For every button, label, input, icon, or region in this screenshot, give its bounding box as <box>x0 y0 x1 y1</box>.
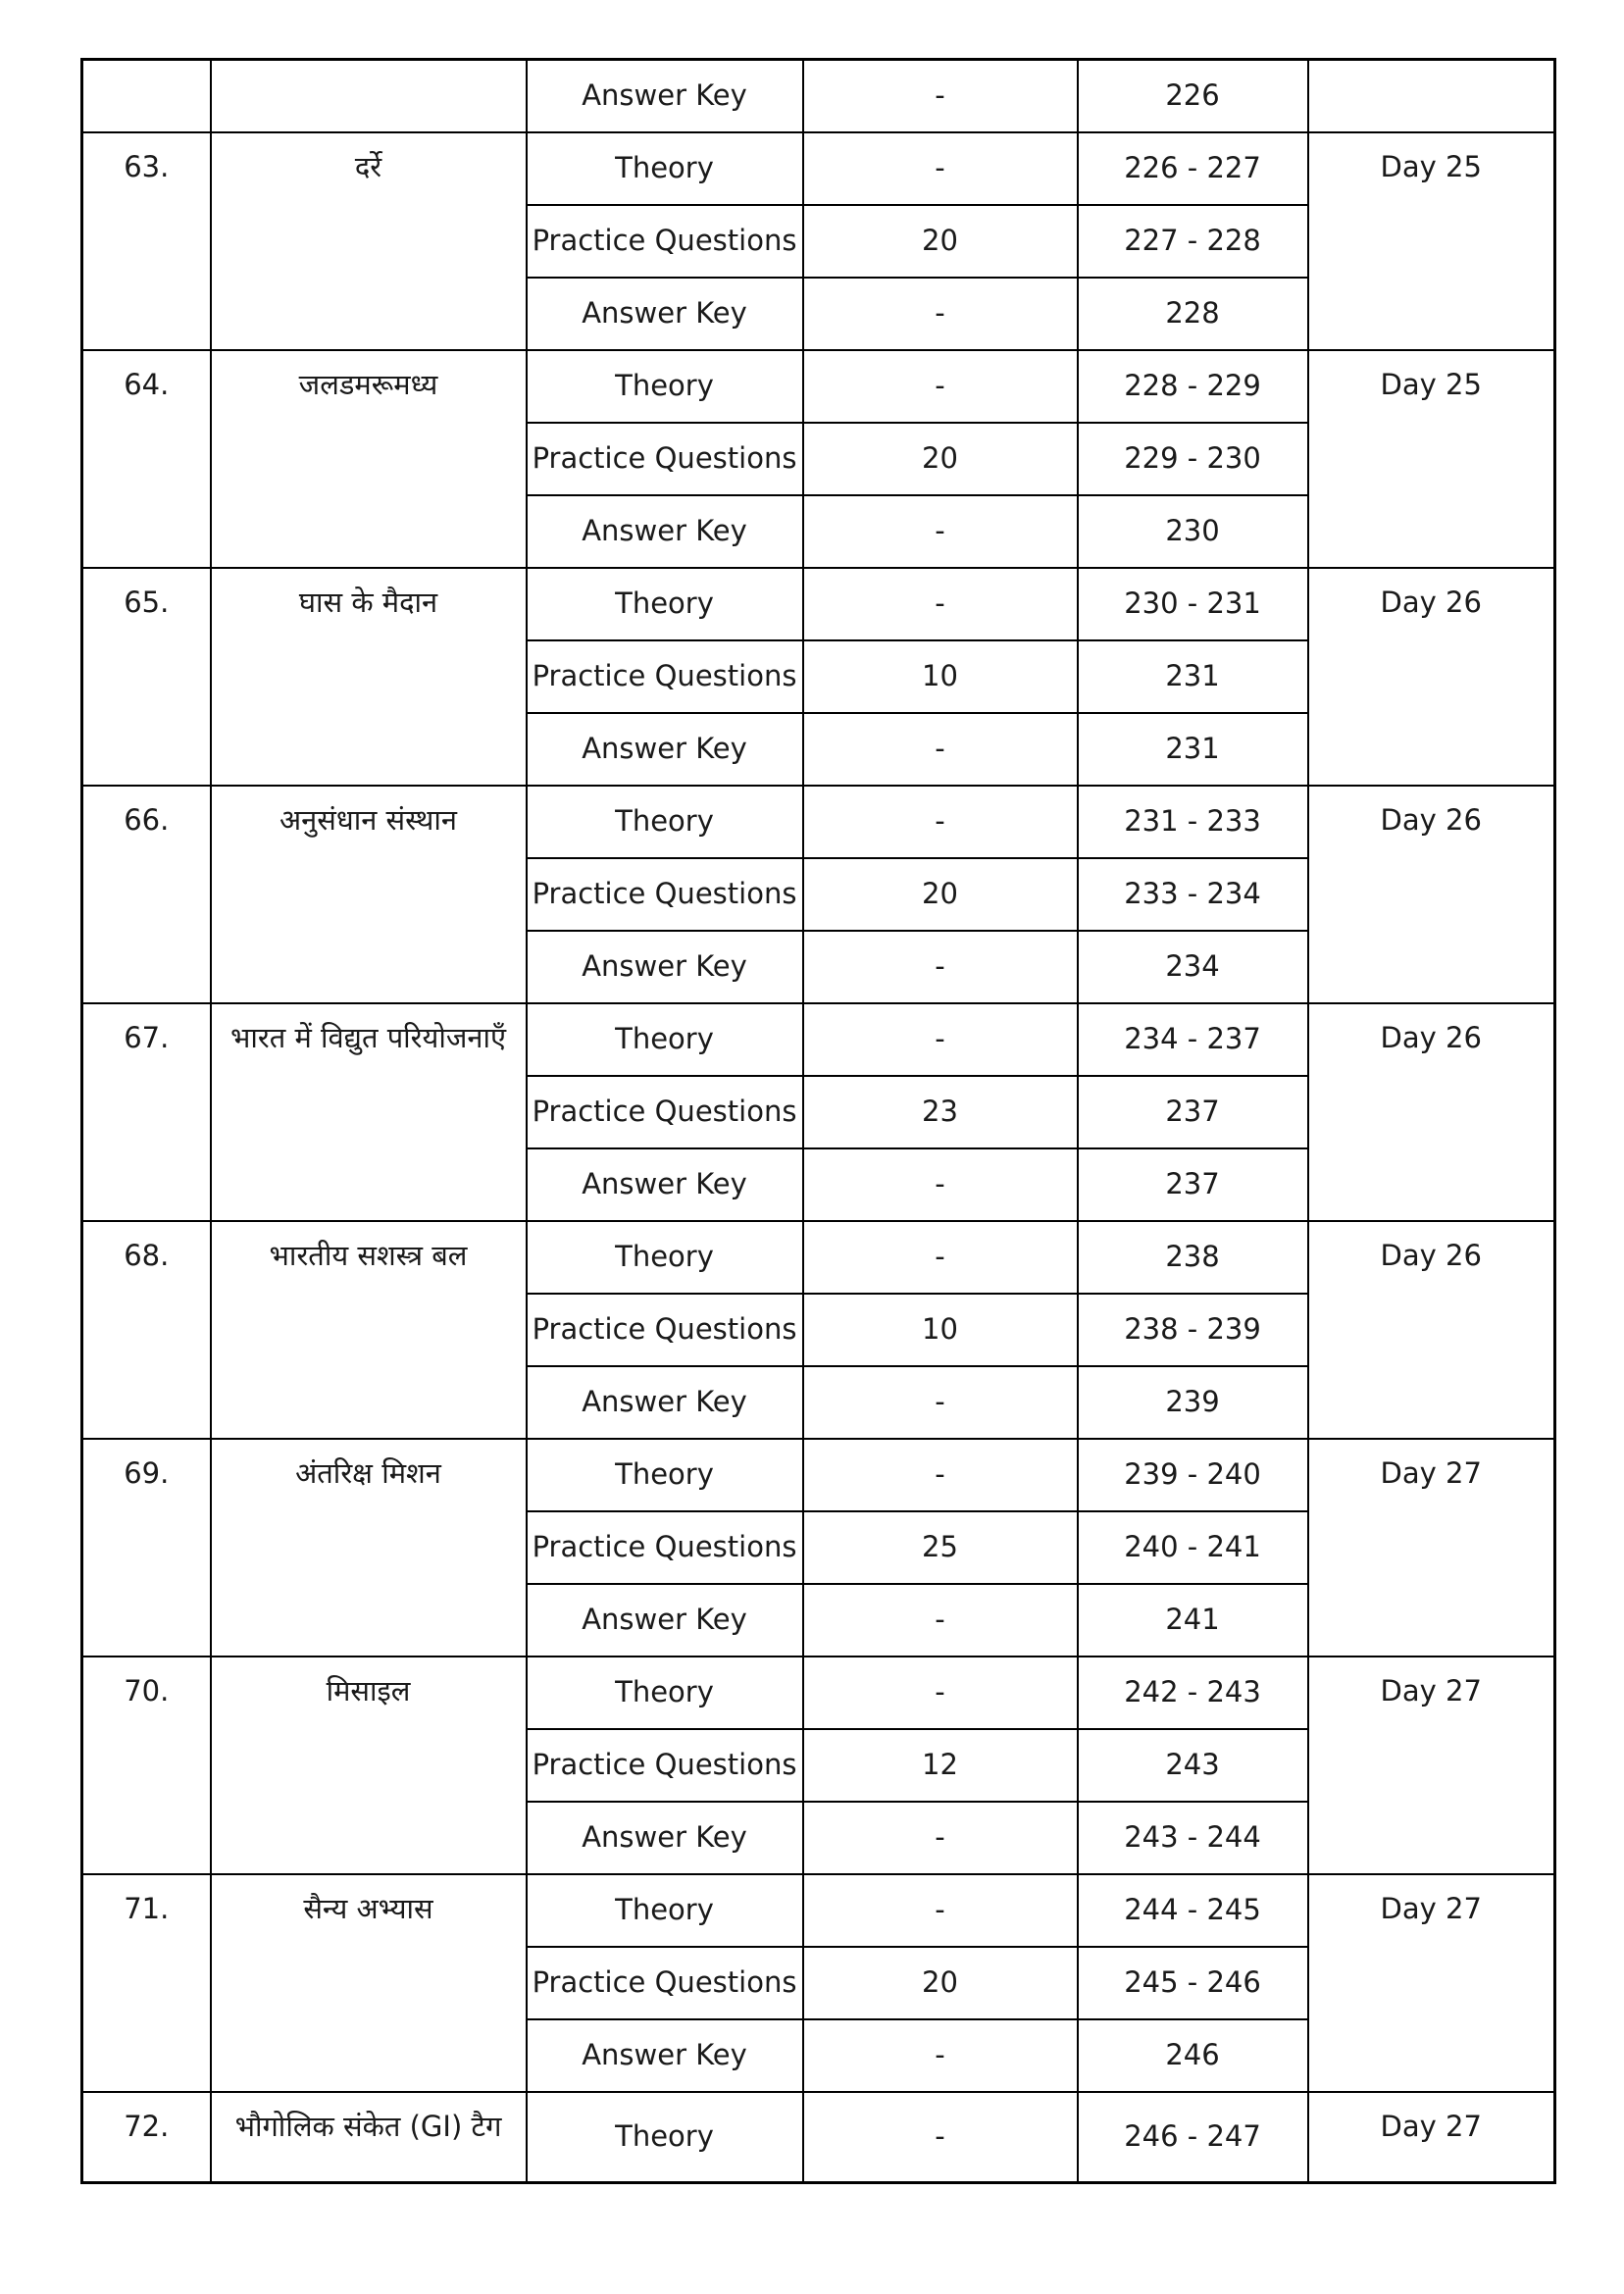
content-type-cell: Practice Questions <box>527 1511 803 1584</box>
page-range-cell: 230 - 231 <box>1078 568 1308 640</box>
content-type-cell: Answer Key <box>527 2019 803 2092</box>
question-count-cell: - <box>803 1148 1078 1221</box>
content-type-cell: Theory <box>527 1439 803 1511</box>
question-count-cell: - <box>803 931 1078 1003</box>
chapter-number-cell: 65. <box>82 568 211 786</box>
page-range-cell: 230 <box>1078 495 1308 568</box>
study-day-cell: Day 26 <box>1308 568 1555 786</box>
content-type-cell: Theory <box>527 350 803 423</box>
page-range-cell: 239 - 240 <box>1078 1439 1308 1511</box>
page-range-cell: 227 - 228 <box>1078 205 1308 278</box>
content-type-cell: Theory <box>527 1221 803 1294</box>
question-count-cell: - <box>803 2092 1078 2183</box>
content-type-cell: Practice Questions <box>527 1947 803 2019</box>
page-range-cell: 245 - 246 <box>1078 1947 1308 2019</box>
chapter-topic-cell: भौगोलिक संकेत (GI) टैग <box>211 2092 527 2183</box>
question-count-cell: - <box>803 568 1078 640</box>
chapter-number-cell: 72. <box>82 2092 211 2183</box>
study-day-cell: Day 26 <box>1308 1003 1555 1221</box>
page-range-cell: 231 <box>1078 713 1308 786</box>
chapter-number-cell: 70. <box>82 1657 211 1874</box>
question-count-cell: - <box>803 2019 1078 2092</box>
page-range-cell: 238 - 239 <box>1078 1294 1308 1366</box>
page-range-cell: 231 <box>1078 640 1308 713</box>
question-count-cell: 20 <box>803 858 1078 931</box>
question-count-cell: - <box>803 278 1078 350</box>
table-row <box>82 786 1555 858</box>
table-row <box>82 1003 1555 1076</box>
table-row <box>82 568 1555 640</box>
chapter-number-cell: 64. <box>82 350 211 568</box>
chapter-number-cell: 66. <box>82 786 211 1003</box>
chapter-topic-cell: भारतीय सशस्त्र बल <box>211 1221 527 1439</box>
page-range-cell: 233 - 234 <box>1078 858 1308 931</box>
question-count-cell: 20 <box>803 1947 1078 2019</box>
page-range-cell: 243 - 244 <box>1078 1802 1308 1874</box>
content-type-cell: Practice Questions <box>527 1076 803 1148</box>
chapter-topic-cell: अंतरिक्ष मिशन <box>211 1439 527 1657</box>
content-type-cell: Answer Key <box>527 713 803 786</box>
question-count-cell: 20 <box>803 423 1078 495</box>
table-row <box>82 132 1555 205</box>
page-range-cell: 231 - 233 <box>1078 786 1308 858</box>
chapter-number-cell: 63. <box>82 132 211 350</box>
contents-table-body <box>82 60 1555 2183</box>
table-row <box>82 2092 1555 2183</box>
content-type-cell: Theory <box>527 132 803 205</box>
question-count-cell: 20 <box>803 205 1078 278</box>
content-type-cell: Practice Questions <box>527 423 803 495</box>
chapter-topic-cell: भारत में विद्युत परियोजनाएँ <box>211 1003 527 1221</box>
study-day-cell: Day 26 <box>1308 786 1555 1003</box>
content-type-cell: Practice Questions <box>527 640 803 713</box>
table-row <box>82 1874 1555 1947</box>
question-count-cell: - <box>803 495 1078 568</box>
page-range-cell: 228 - 229 <box>1078 350 1308 423</box>
table-row <box>82 60 1555 133</box>
content-type-cell: Answer Key <box>527 1366 803 1439</box>
table-row <box>82 350 1555 423</box>
chapter-topic-cell: घास के मैदान <box>211 568 527 786</box>
page-range-cell: 234 - 237 <box>1078 1003 1308 1076</box>
study-day-cell <box>1308 60 1555 133</box>
content-type-cell: Answer Key <box>527 495 803 568</box>
page-range-cell: 238 <box>1078 1221 1308 1294</box>
page-range-cell: 239 <box>1078 1366 1308 1439</box>
question-count-cell: - <box>803 1802 1078 1874</box>
content-type-cell: Answer Key <box>527 60 803 133</box>
question-count-cell: - <box>803 1657 1078 1729</box>
content-type-cell: Answer Key <box>527 931 803 1003</box>
page-range-cell: 243 <box>1078 1729 1308 1802</box>
question-count-cell: 12 <box>803 1729 1078 1802</box>
chapter-topic-cell: दर्रे <box>211 132 527 350</box>
page-range-cell: 242 - 243 <box>1078 1657 1308 1729</box>
page-range-cell: 246 - 247 <box>1078 2092 1308 2183</box>
content-type-cell: Practice Questions <box>527 205 803 278</box>
table-row <box>82 1221 1555 1294</box>
contents-table <box>80 58 1556 2184</box>
study-day-cell: Day 27 <box>1308 1874 1555 2092</box>
chapter-number-cell: 67. <box>82 1003 211 1221</box>
question-count-cell: - <box>803 1439 1078 1511</box>
page-range-cell: 228 <box>1078 278 1308 350</box>
chapter-number-cell: 71. <box>82 1874 211 2092</box>
question-count-cell: 25 <box>803 1511 1078 1584</box>
question-count-cell: - <box>803 1366 1078 1439</box>
question-count-cell: 23 <box>803 1076 1078 1148</box>
study-day-cell: Day 27 <box>1308 1439 1555 1657</box>
study-day-cell: Day 27 <box>1308 2092 1555 2183</box>
page-range-cell: 229 - 230 <box>1078 423 1308 495</box>
question-count-cell: - <box>803 786 1078 858</box>
page-range-cell: 246 <box>1078 2019 1308 2092</box>
chapter-topic-cell: जलडमरूमध्य <box>211 350 527 568</box>
chapter-number-cell: 68. <box>82 1221 211 1439</box>
chapter-number-cell: 69. <box>82 1439 211 1657</box>
question-count-cell: 10 <box>803 1294 1078 1366</box>
question-count-cell: - <box>803 1221 1078 1294</box>
question-count-cell: - <box>803 713 1078 786</box>
page-range-cell: 226 <box>1078 60 1308 133</box>
question-count-cell: - <box>803 1003 1078 1076</box>
content-type-cell: Answer Key <box>527 1584 803 1657</box>
content-type-cell: Practice Questions <box>527 1294 803 1366</box>
content-type-cell: Theory <box>527 786 803 858</box>
question-count-cell: - <box>803 1584 1078 1657</box>
study-day-cell: Day 25 <box>1308 132 1555 350</box>
page-range-cell: 244 - 245 <box>1078 1874 1308 1947</box>
table-row <box>82 1657 1555 1729</box>
study-day-cell: Day 27 <box>1308 1657 1555 1874</box>
content-type-cell: Answer Key <box>527 1148 803 1221</box>
page-range-cell: 234 <box>1078 931 1308 1003</box>
content-type-cell: Theory <box>527 2092 803 2183</box>
chapter-topic-cell: मिसाइल <box>211 1657 527 1874</box>
page-range-cell: 237 <box>1078 1076 1308 1148</box>
page-range-cell: 240 - 241 <box>1078 1511 1308 1584</box>
question-count-cell: - <box>803 350 1078 423</box>
content-type-cell: Theory <box>527 568 803 640</box>
study-day-cell: Day 25 <box>1308 350 1555 568</box>
chapter-topic-cell: सैन्य अभ्यास <box>211 1874 527 2092</box>
page-range-cell: 226 - 227 <box>1078 132 1308 205</box>
content-type-cell: Theory <box>527 1003 803 1076</box>
table-row <box>82 1439 1555 1511</box>
page-range-cell: 237 <box>1078 1148 1308 1221</box>
chapter-number-cell <box>82 60 211 133</box>
question-count-cell: - <box>803 1874 1078 1947</box>
content-type-cell: Answer Key <box>527 278 803 350</box>
question-count-cell: - <box>803 60 1078 133</box>
content-type-cell: Theory <box>527 1657 803 1729</box>
content-type-cell: Answer Key <box>527 1802 803 1874</box>
chapter-topic-cell: अनुसंधान संस्थान <box>211 786 527 1003</box>
study-day-cell: Day 26 <box>1308 1221 1555 1439</box>
chapter-topic-cell <box>211 60 527 133</box>
content-type-cell: Theory <box>527 1874 803 1947</box>
page-range-cell: 241 <box>1078 1584 1308 1657</box>
content-type-cell: Practice Questions <box>527 1729 803 1802</box>
content-type-cell: Practice Questions <box>527 858 803 931</box>
question-count-cell: - <box>803 132 1078 205</box>
question-count-cell: 10 <box>803 640 1078 713</box>
